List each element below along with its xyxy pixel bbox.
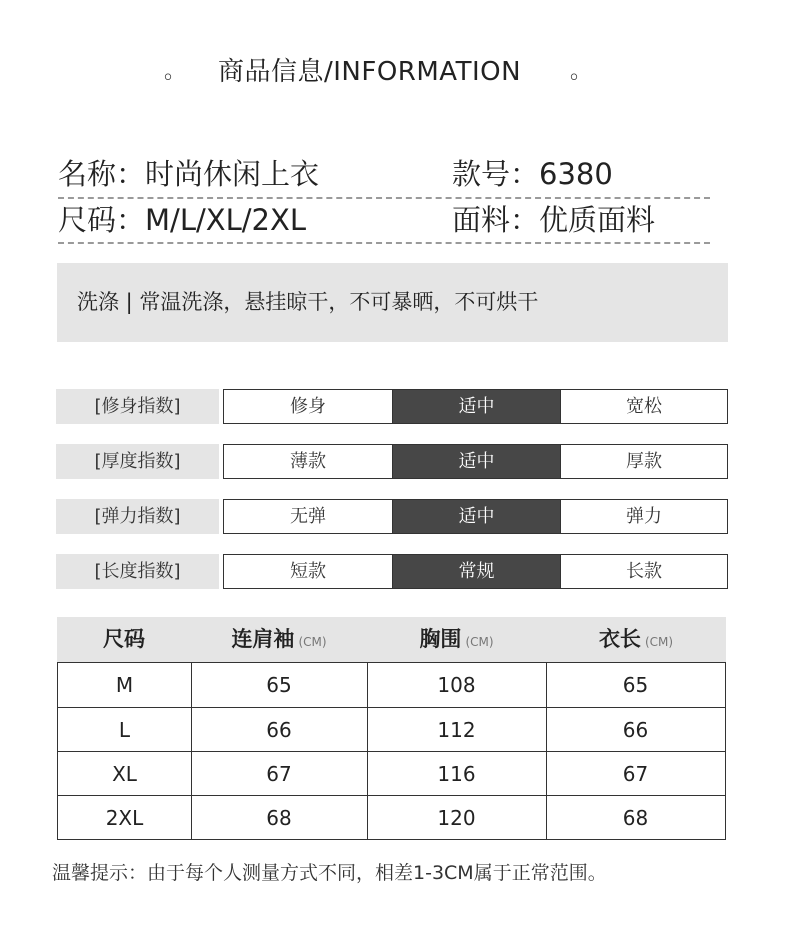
header-size: 尺码 xyxy=(103,627,145,651)
thickness-index-scale xyxy=(223,444,728,479)
stretch-index-option: 无弹 xyxy=(290,506,326,527)
header-dot-left: 。 xyxy=(164,59,187,84)
table-row xyxy=(58,795,725,840)
name-label: 名称 xyxy=(58,157,117,191)
divider xyxy=(58,242,710,244)
size-label: 尺码 xyxy=(58,203,117,237)
stretch-index-label: [弹力指数] xyxy=(56,499,219,534)
fabric-value: 优质面料 xyxy=(539,203,656,237)
fabric-row: 面料：优质面料 xyxy=(452,203,656,237)
wash-instructions xyxy=(57,263,728,342)
column-divider xyxy=(546,663,547,839)
name-value: 时尚休闲上衣 xyxy=(145,157,320,191)
table-row xyxy=(58,751,725,796)
table-row xyxy=(58,663,725,707)
size-cell: L xyxy=(118,718,131,742)
stretch-index-option-selected: 适中 xyxy=(392,500,560,533)
size-tip: 温馨提示：由于每个人测量方式不同，相差1-3CM属于正常范围。 xyxy=(52,862,607,884)
chest-cell: 120 xyxy=(437,806,476,830)
sleeve-cell: 68 xyxy=(266,806,292,830)
size-cell: 2XL xyxy=(105,806,144,830)
stretch-index-option: 弹力 xyxy=(560,500,727,533)
fit-index-option-selected: 适中 xyxy=(392,390,560,423)
style-row: 款号：6380 xyxy=(452,157,613,191)
length-index-label: [长度指数] xyxy=(56,554,219,589)
length-index-scale xyxy=(223,554,728,589)
length-index-option: 长款 xyxy=(560,555,727,588)
fit-index-scale xyxy=(223,389,728,424)
table-row xyxy=(58,707,725,752)
header-length: 衣长 (CM) xyxy=(598,627,674,651)
column-divider xyxy=(367,663,368,839)
column-divider xyxy=(191,663,192,839)
fit-index-option: 修身 xyxy=(290,396,326,417)
thickness-index-option: 薄款 xyxy=(290,451,326,472)
header xyxy=(0,50,790,94)
fit-index-label: [修身指数] xyxy=(56,389,219,424)
thickness-index-option: 厚款 xyxy=(560,445,727,478)
thickness-index-label: [厚度指数] xyxy=(56,444,219,479)
length-index-option: 短款 xyxy=(290,561,326,582)
size-cell: M xyxy=(115,673,134,697)
length-index-option-selected: 常规 xyxy=(392,555,560,588)
size-table-header xyxy=(57,617,726,662)
thickness-index-option-selected: 适中 xyxy=(392,445,560,478)
length-cell: 67 xyxy=(622,762,649,786)
header-sleeve: 连肩袖 (CM) xyxy=(231,627,327,651)
style-value: 6380 xyxy=(539,157,613,191)
wash-text: 洗涤 | 常温洗涤，悬挂晾干，不可暴晒，不可烘干 xyxy=(77,290,539,314)
style-label: 款号 xyxy=(452,157,511,191)
sleeve-cell: 67 xyxy=(266,762,292,786)
size-row: 尺码：M/L/XL/2XL xyxy=(58,203,307,237)
size-value: M/L/XL/2XL xyxy=(145,203,307,237)
length-cell: 65 xyxy=(622,673,649,697)
header-chest: 胸围 (CM) xyxy=(419,627,494,651)
length-cell: 68 xyxy=(622,806,649,830)
divider xyxy=(58,197,710,199)
header-dot-right: 。 xyxy=(570,59,593,84)
size-table xyxy=(57,662,726,840)
page-title: 商品信息/INFORMATION xyxy=(218,57,522,87)
sleeve-cell: 66 xyxy=(266,718,292,742)
length-cell: 66 xyxy=(622,718,649,742)
sleeve-cell: 65 xyxy=(266,673,292,697)
stretch-index-scale xyxy=(223,499,728,534)
fit-index-option: 宽松 xyxy=(560,390,727,423)
chest-cell: 108 xyxy=(437,673,476,697)
chest-cell: 112 xyxy=(437,718,476,742)
fabric-label: 面料 xyxy=(452,203,511,237)
name-row: 名称：时尚休闲上衣 xyxy=(58,157,320,191)
size-cell: XL xyxy=(112,762,137,786)
chest-cell: 116 xyxy=(437,762,476,786)
